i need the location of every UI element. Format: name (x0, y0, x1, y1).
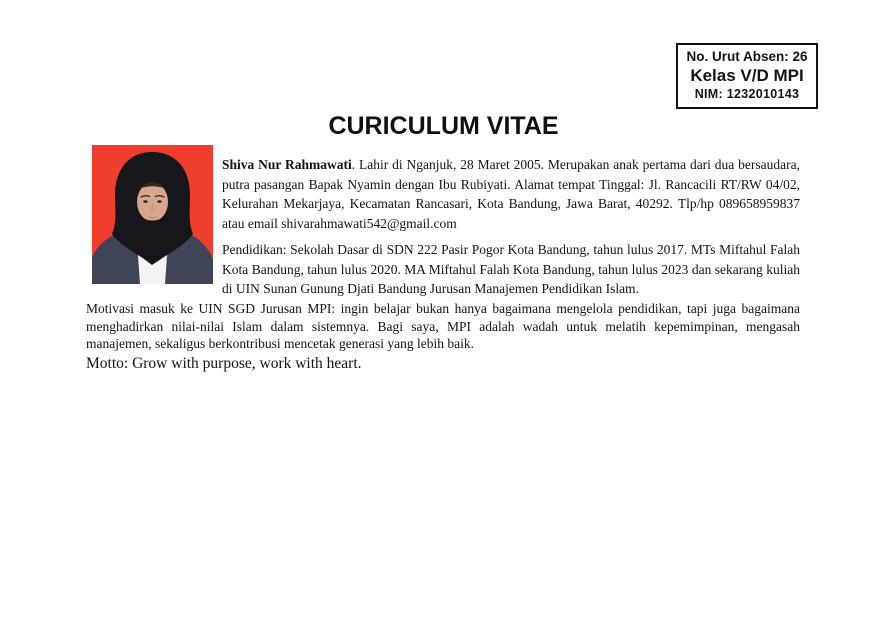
profile-photo (92, 145, 213, 284)
bio-text-column (222, 155, 800, 299)
motivation-paragraph: Motivasi masuk ke UIN SGD Jurusan MPI: ingin belajar bukan hanya bagaimana mengelola pendidikan, tapi juga bagaimana menghadirkan nilai-nilai Islam dalam sistemnya. Bagi saya, MPI adalah wadah untuk melatih kepemimpinan, mengasah manajemen, sekaligus berkontribusi mencetak generasi yang lebih baik. (86, 301, 800, 351)
person-name: Shiva Nur Rahmawati (222, 157, 352, 172)
motivation-block (86, 300, 800, 374)
portrait-photo-graphic (92, 145, 213, 284)
class-label: Kelas V/D MPI (690, 65, 804, 85)
education-paragraph: Pendidikan: Sekolah Dasar di SDN 222 Pasir Pogor Kota Bandung, tahun lulus 2017. MTs Miftahul Falah Kota Bandung, tahun lulus 2020. MA Miftahul Falah Kota Bandung, tahun lulus 2023 dan sekarang kuliah di UIN Sunan Gunung Djati Bandung Jurusan Manajemen Pendidikan Islam. (222, 242, 800, 296)
absence-number: No. Urut Absen: 26 (686, 48, 808, 64)
motto-line: Motto: Grow with purpose, work with heart. (86, 354, 362, 372)
intro-paragraph (222, 155, 800, 233)
student-info-box (676, 43, 818, 109)
intro-paragraph-text: . Lahir di Nganjuk, 28 Maret 2005. Merupakan anak pertama dari dua bersaudara, putra pasangan Bapak Nyamin dengan Ibu Rubiyati. Alamat tempat Tinggal: Jl. Rancacili RT/RW 04/02, Kelurahan Mekarjaya, Kecamatan Rancasari, Kota Bandung, Jawa Barat, 40292. Tlp/hp 089658959837 atau email shivarahmawati542@gmail.com (222, 157, 800, 231)
nim-label: NIM: 1232010143 (694, 87, 800, 102)
page-title: CURICULUM VITAE (328, 112, 559, 140)
